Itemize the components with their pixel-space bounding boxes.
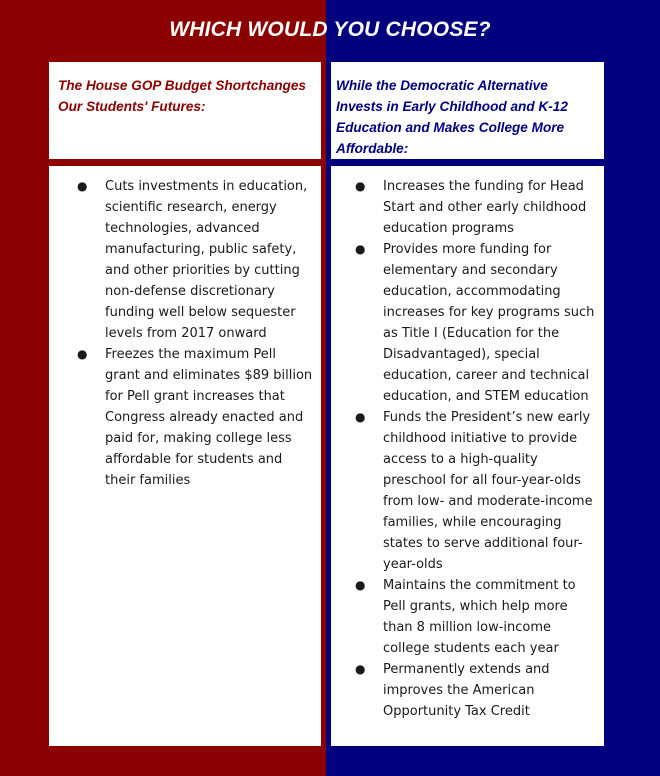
- list-item: [355, 239, 598, 407]
- bullet-icon: ●: [355, 242, 366, 256]
- bullet-icon: ●: [77, 347, 88, 361]
- bullet-icon: ●: [355, 179, 366, 193]
- list-item-text: Permanently extends and improves the American Opportunity Tax Credit: [383, 662, 550, 719]
- page-title: WHICH WOULD YOU CHOOSE?: [169, 18, 491, 41]
- bullet-icon: ●: [77, 179, 88, 193]
- right-heading: While the Democratic Alternative Invests in Early Childhood and K-12 Education and Makes College More Affordable:: [336, 78, 568, 156]
- list-item: [355, 407, 598, 575]
- list-item-text: Freezes the maximum Pell grant and eliminates $89 billion for Pell grant increases that Congress already enacted and paid for, making college less affordable for students and their families: [105, 347, 313, 488]
- list-item: [355, 575, 598, 659]
- list-item-text: Provides more funding for elementary and secondary education, accommodating increases for key programs such as Title I (Education for the Disadvantaged), special education, career and technical education, and STEM education: [383, 242, 595, 404]
- bullet-icon: ●: [355, 410, 366, 424]
- list-item: [77, 176, 315, 344]
- list-item-text: Cuts investments in education, scientific research, energy technologies, advanced manufacturing, public safety, and other priorities by cutting non-defense discretionary funding well below sequester levels from 2017 onward: [105, 179, 308, 341]
- left-bullet-list: [49, 166, 321, 491]
- left-heading: The House GOP Budget Shortchanges Our Students' Futures:: [58, 78, 306, 114]
- left-list-box: [49, 166, 321, 746]
- right-heading-box: [331, 62, 604, 159]
- left-heading-box: [49, 62, 321, 159]
- right-list-box: [331, 166, 604, 746]
- list-item: [355, 176, 598, 239]
- bullet-icon: ●: [355, 662, 366, 676]
- bullet-icon: ●: [355, 578, 366, 592]
- list-item-text: Funds the President’s new early childhood initiative to provide access to a high-quality preschool for all four-year-olds from low- and moderate-income families, while encouraging states to serve additional four-year-olds: [383, 410, 593, 572]
- list-item: [355, 659, 598, 722]
- list-item-text: Increases the funding for Head Start and other early childhood education programs: [383, 179, 587, 236]
- list-item: [77, 344, 315, 491]
- list-item-text: Maintains the commitment to Pell grants, which help more than 8 million low-income college students each year: [383, 578, 576, 656]
- right-bullet-list: [331, 166, 604, 722]
